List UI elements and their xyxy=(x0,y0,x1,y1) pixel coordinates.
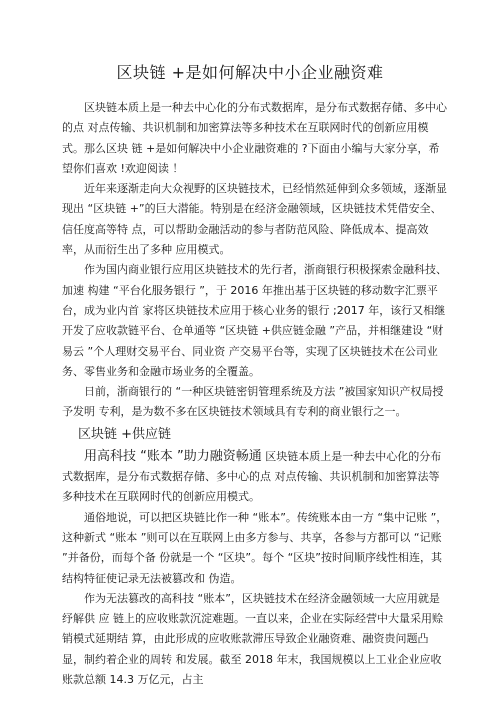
paragraph-czbank: 作为国内商业银行应用区块链技术的先行者，浙商银行积极探索金融科技、加速 构建 “平台化服务银行 ”，于 2016 年推出基于区块链的移动数字汇票平台，成为业内首 家将区块链技术应用于核心业务的银行 ;2017 年，该行又相继开发了应收款链平台、仓单通等 “区块链 +供应链金融 ”产品，并相继建设 “财易云 ”个人理财交易平台、同业资 产交易平台等，实现了区块链技术在公司业务、零售业务和金融市场业务的全覆盖。 xyxy=(62,263,447,378)
paragraph-receivables: 作为无法篡改的高科技 “账本”，区块链技术在经济金融领域一大应用就是纾解供 应 链上的应收账款沉淀难题。一直以来，企业在实际经营中大量采用赊销模式延期结 算，由此形成的应收账款滞压导致企业融资难、融资贵问题凸显，制约着企业的周转 和发展。截至 2018 年末，我国规模以上工业企业应收账款总额 14.3 万亿元，占主 xyxy=(62,591,443,687)
paragraph-ledger: 通俗地说，可以把区块链比作一种 “账本”。传统账本由一方 “集中记账 ”，这种新式 “账本 ”则可以在互联网上由多方参与、共享，各参与方都可以 “记账 ”并备份，而每个备 份就是一个 “区块”。每个 “区块”按时间顺序线性相连，其结构特征使记录无法被篡改和 伪造。 xyxy=(62,510,448,585)
paragraph-patent: 日前，浙商银行的 “一种区块链密钥管理系统及方法 ”被国家知识产权局授予发明 专利，是为数不多在区块链技术领域具有专利的商业银行之一。 xyxy=(62,385,444,419)
paragraph-lead xyxy=(62,447,448,508)
lead-heading: 用高科技 “账本 ”助力融资畅通 xyxy=(84,448,262,464)
paragraph-trend: 近年来逐渐走向大众视野的区块链技术，已经悄然延伸到众多领域，逐渐显现出 “区块链 +”的巨大潜能。特别是在经济金融领域，区块链技术凭借安全、信任度高等特 点，可以帮助金融活动的参与者防范风险、降低成本、提高效率，从而衍生出了多种 应用模式。 xyxy=(62,182,447,257)
article-body xyxy=(62,98,448,690)
section-subheading: 区块链 +供应链 xyxy=(78,426,172,442)
paragraph-intro: 区块链本质上是一种去中心化的分布式数据库，是分布式数据存储、多中心的点 对点传输、共识机制和加密算法等多种技术在互联网时代的创新应用模式。那么区块 链 +是如何解决中小企业融资难的 ?下面由小编与大家分享，希望你们喜欢 !欢迎阅读 ！ xyxy=(62,101,447,175)
lead-text: 区块链本质上是一种去中心化的分布式数据库，是分布式数据存储、多中心的点 对点传输、共识机制和加密算法等多种技术在互联网时代的创新应用模式。 xyxy=(62,449,442,504)
page-title: 区块链 +是如何解决中小企业融资难 xyxy=(116,63,384,82)
